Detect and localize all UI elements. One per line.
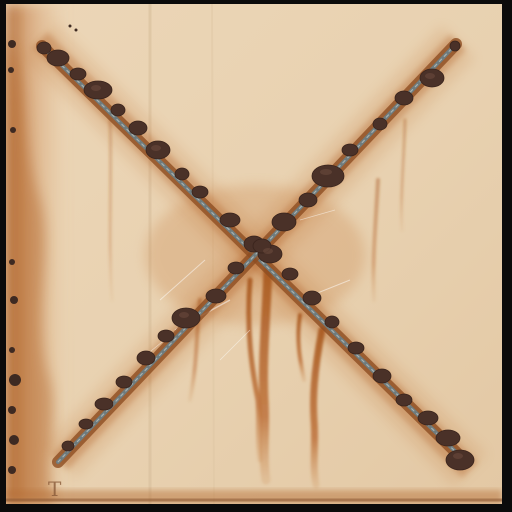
corner-mark-letter: T <box>48 477 62 501</box>
panel-surface <box>6 4 502 504</box>
bottom-edge-rust <box>6 490 502 504</box>
